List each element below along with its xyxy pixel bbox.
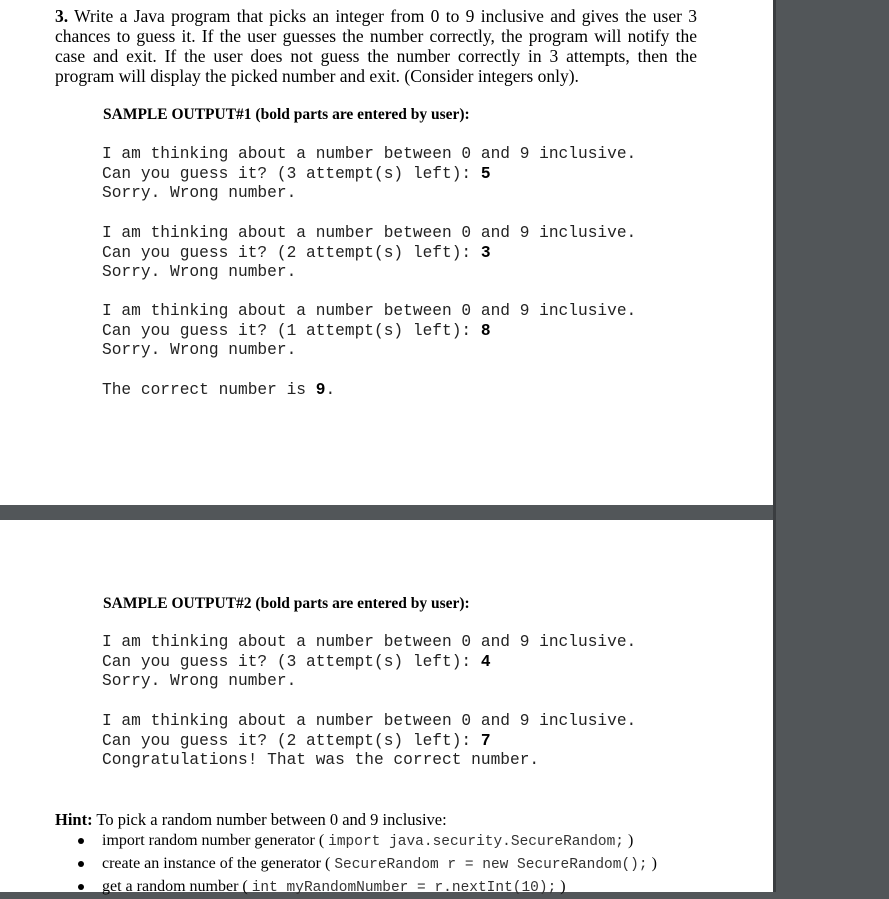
sample1-block-1 bbox=[102, 145, 636, 204]
sample1-block-2 bbox=[102, 224, 636, 283]
final-period: . bbox=[325, 381, 336, 399]
result-line: Congratulations! That was the correct number. bbox=[102, 751, 540, 770]
question-number: 3. bbox=[55, 6, 69, 26]
question-text bbox=[55, 6, 697, 86]
hint-intro-text: To pick a random number between 0 and 9 inclusive: bbox=[92, 810, 447, 829]
output-line: I am thinking about a number between 0 and 9 inclusive. bbox=[102, 224, 637, 242]
hint-item-code: int myRandomNumber = r.nextInt(10); bbox=[251, 880, 557, 896]
output-line: I am thinking about a number between 0 and 9 inclusive. bbox=[102, 145, 637, 163]
sample1-block-3 bbox=[102, 302, 636, 361]
final-number: 9 bbox=[315, 381, 326, 399]
hint-list bbox=[55, 830, 755, 899]
prompt-line: Can you guess it? (3 attempt(s) left): bbox=[102, 164, 481, 183]
result-line: Sorry. Wrong number. bbox=[102, 184, 297, 203]
result-line: Sorry. Wrong number. bbox=[102, 672, 297, 691]
user-input: 7 bbox=[480, 731, 491, 750]
sample2-block-1 bbox=[102, 633, 636, 692]
hint-item-instance bbox=[102, 853, 755, 876]
hint-item-tail: ) bbox=[624, 832, 634, 849]
hint-item-code: import java.security.SecureRandom; bbox=[328, 834, 625, 850]
prompt-line: Can you guess it? (3 attempt(s) left): bbox=[102, 652, 481, 671]
viewer-gutter bbox=[773, 0, 776, 892]
hint-section bbox=[55, 809, 755, 899]
hint-intro bbox=[55, 809, 755, 830]
sample-output-1-heading: SAMPLE OUTPUT#1 (bold parts are entered by user): bbox=[103, 106, 470, 123]
hint-item-tail: ) bbox=[647, 855, 657, 872]
prompt-line: Can you guess it? (2 attempt(s) left): bbox=[102, 731, 481, 750]
user-input: 3 bbox=[480, 243, 491, 262]
hint-title: Hint: bbox=[55, 810, 93, 829]
result-line: Sorry. Wrong number. bbox=[102, 341, 297, 360]
question-body: Write a Java program that picks an integer from 0 to 9 inclusive and gives the user 3 chances to guess it. If the user guesses the number correctly, the program will notify the case and exit. If the user does not guess the number correctly in 3 attempts, then the program will display the picked number and exit. (Consider integers only). bbox=[55, 6, 698, 86]
hint-item-text: get a random number ( bbox=[102, 878, 252, 895]
hint-item-random bbox=[102, 876, 755, 899]
hint-item-code: SecureRandom r = new SecureRandom(); bbox=[334, 857, 648, 873]
hint-item-tail: ) bbox=[556, 878, 566, 895]
sample2-block-2 bbox=[102, 712, 636, 771]
hint-item-import bbox=[102, 830, 755, 853]
sample1-final-line bbox=[102, 381, 335, 401]
result-line: Sorry. Wrong number. bbox=[102, 263, 297, 282]
user-input: 4 bbox=[480, 652, 491, 671]
user-input: 5 bbox=[480, 164, 491, 183]
sample-output-2-heading: SAMPLE OUTPUT#2 (bold parts are entered by user): bbox=[103, 595, 470, 612]
output-line: I am thinking about a number between 0 and 9 inclusive. bbox=[102, 302, 637, 320]
prompt-line: Can you guess it? (1 attempt(s) left): bbox=[102, 321, 481, 340]
output-line: I am thinking about a number between 0 and 9 inclusive. bbox=[102, 712, 637, 730]
output-line: I am thinking about a number between 0 and 9 inclusive. bbox=[102, 633, 637, 651]
prompt-line: Can you guess it? (2 attempt(s) left): bbox=[102, 243, 481, 262]
hint-item-text: import random number generator ( bbox=[102, 832, 329, 849]
final-text: The correct number is bbox=[102, 381, 316, 399]
hint-item-text: create an instance of the generator ( bbox=[102, 855, 335, 872]
user-input: 8 bbox=[480, 321, 491, 340]
